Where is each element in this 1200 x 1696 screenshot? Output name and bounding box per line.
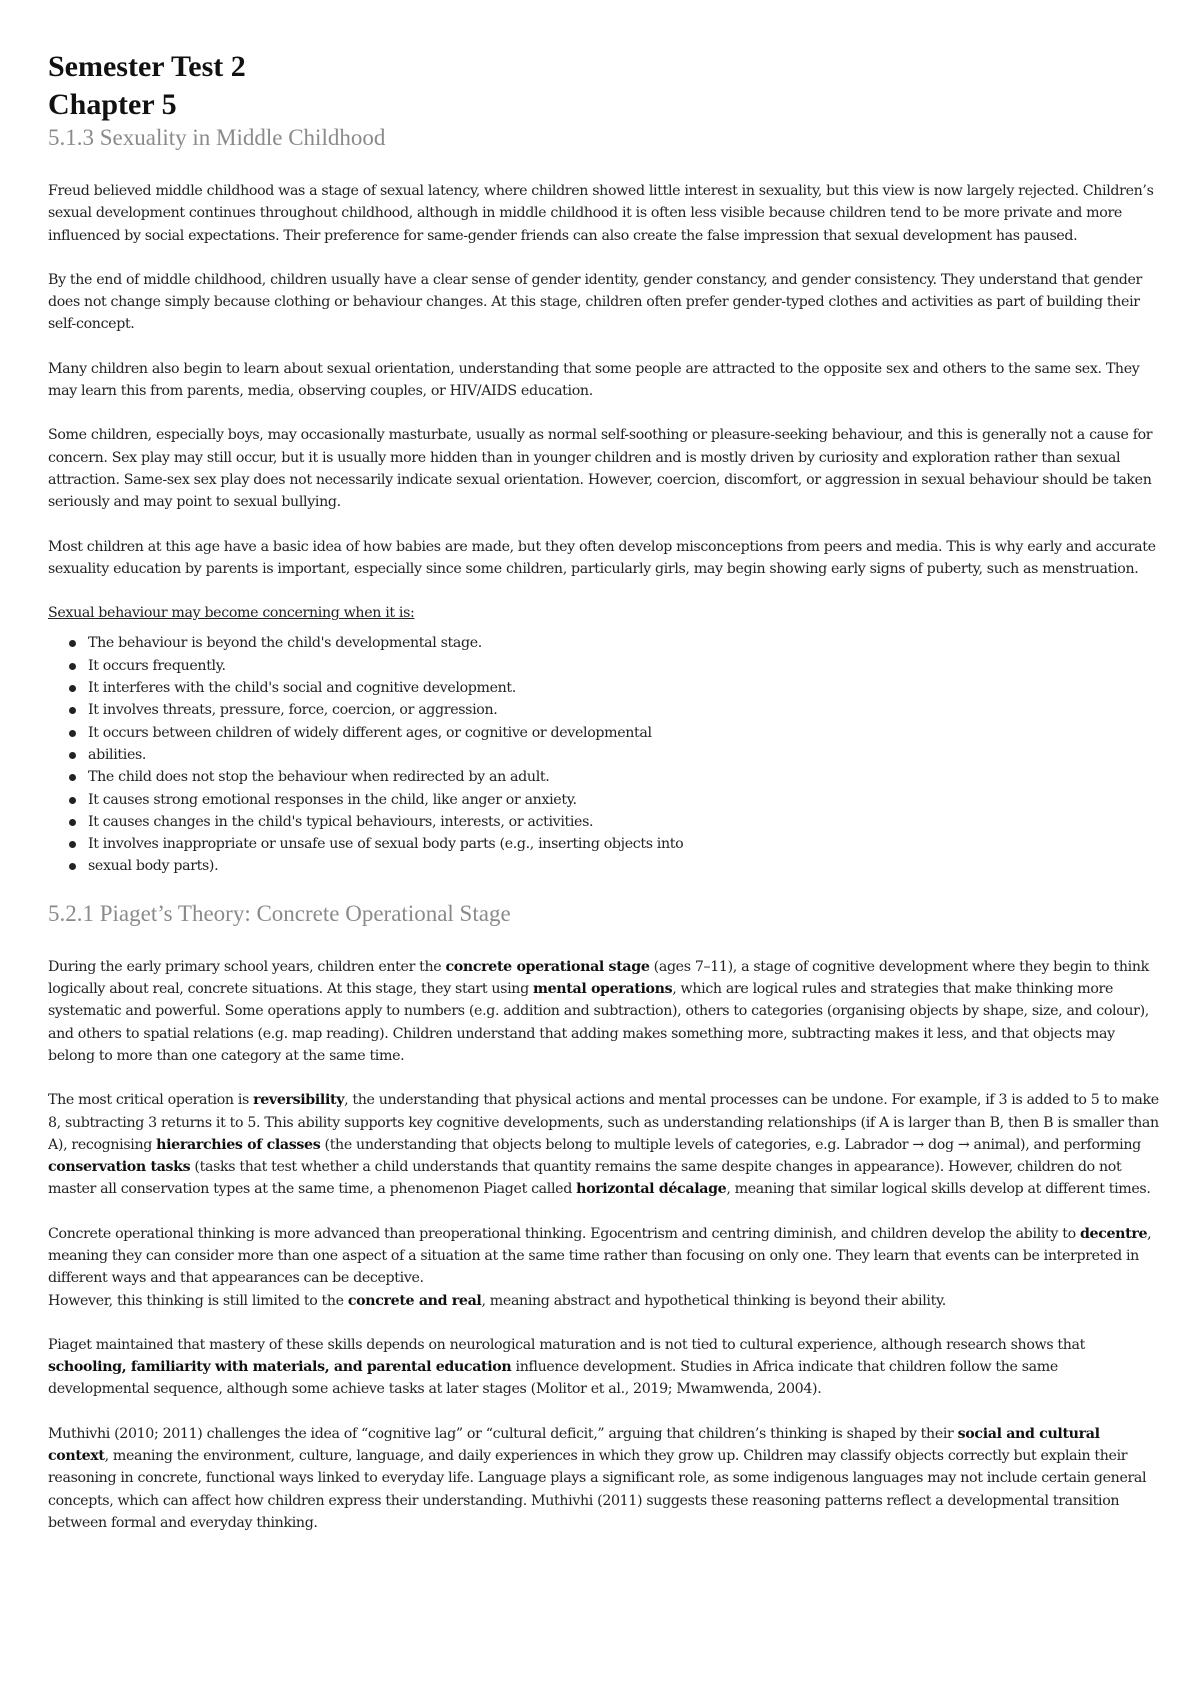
list-item-text: The behaviour is beyond the child's developmental stage. [88,635,482,652]
text-run: (tasks that test whether a child understands that quantity remains the same despite changes in appearance). However, children do not master all conservation types at the same time, a phenomenon Piaget called [48,1159,1122,1198]
paragraph [48,1089,1160,1200]
list-item [88,699,1160,721]
text-run: influence development. Studies in Africa indicate that children follow the same developmental sequence, although some achieve tasks at later stages (Molitor et al., 2019; Mwamwenda, 2004). [48,1359,1058,1398]
text-run: However, this thinking is still limited to the [48,1292,348,1309]
text-run: The most critical operation is [48,1092,254,1109]
paragraph [48,956,1160,1067]
section-heading-sexuality: 5.1.3 Sexuality in Middle Childhood [48,125,386,150]
text-run: , which are logical rules and strategies that make thinking more systematic and powerful. Some operations apply to numbers (e.g. addition and subtraction), others to categories (organising objects by shape, size, and colour), and others to spatial relations (e.g. map reading). Children understand that adding makes something more, subtracting makes it less, and that objects may belong to more than one category at the same time. [48,981,1149,1064]
bullet-icon [69,774,76,781]
list-item [88,632,1160,654]
list-item [88,855,1160,877]
concern-label: Sexual behaviour may become concerning when it is: [48,605,415,622]
bold-term: conservation tasks [48,1159,191,1176]
bullet-icon [69,707,76,714]
paragraph: Some children, especially boys, may occasionally masturbate, usually as normal self-soothing or pleasure-seeking behaviour, and this is generally not a cause for concern. Sex play may still occur, but it is usually more hidden than in younger children and is mostly driven by curiosity and exploration rather than sexual attraction. Same-sex sex play does not necessarily indicate sexual orientation. However, coercion, discomfort, or aggression in sexual behaviour should be taken seriously and may point to sexual bullying. [48,427,1153,511]
bold-term: decentre [1079,1225,1148,1242]
text-run: , meaning the environment, culture, language, and daily experiences in which they grow up. Children may classify objects correctly but explain their reasoning in concrete, functional ways linked to everyday life. Language plays a significant role, as some indigenous languages may not include certain general concepts, which can affect how children express their understanding. Muthivhi (2011) suggests these reasoning patterns reflect a developmental transition between formal and everyday thinking. [48,1448,1147,1531]
bold-term: schooling, familiarity with materials, and parental education [48,1359,512,1376]
list-item [88,789,1160,811]
paragraph: Most children at this age have a basic idea of how babies are made, but they often develop misconceptions from peers and media. This is why early and accurate sexuality education by parents is important, especially since some children, particularly girls, may begin showing early signs of puberty, such as menstruation. [48,538,1156,577]
bold-term: horizontal décalage [576,1181,727,1198]
bullet-icon [69,797,76,804]
title-line-1: Semester Test 2 [48,50,246,83]
title-line-2: Chapter 5 [48,88,177,121]
bullet-icon [69,752,76,759]
text-run: , meaning they can consider more than one aspect of a situation at the same time rather than focusing on only one. They learn that events can be interpreted in different ways and that appearances can be deceptive. [48,1225,1152,1287]
bullet-icon [69,685,76,692]
bold-term: concrete operational stage [445,958,650,975]
list-item-text: It involves threats, pressure, force, coercion, or aggression. [88,702,498,719]
list-item [88,811,1160,833]
list-item [88,766,1160,788]
section-heading-piaget: 5.2.1 Piaget’s Theory: Concrete Operational Stage [48,900,511,926]
list-item-text: abilities. [88,746,147,763]
list-item [88,677,1160,699]
text-run: Muthivhi (2010; 2011) challenges the idea of “cognitive lag” or “cultural deficit,” arguing that children’s thinking is shaped by their [48,1425,958,1442]
concern-list [48,632,1160,877]
list-item-text: It involves inappropriate or unsafe use of sexual body parts (e.g., inserting objects into [88,836,684,853]
document-page [48,48,1160,1534]
list-item [88,655,1160,677]
bullet-icon [69,663,76,670]
text-run: Concrete operational thinking is more advanced than preoperational thinking. Egocentrism and centring diminish, and children develop the ability to [48,1225,1080,1242]
paragraph [48,1334,1160,1401]
text-run: (ages 7–11), a stage of cognitive development where they begin to think logically about real, concrete situations. At this stage, they start using [48,958,1149,998]
paragraph: By the end of middle childhood, children usually have a clear sense of gender identity, gender constancy, and gender consistency. They understand that gender does not change simply because clothing or behaviour changes. At this stage, children often prefer gender-typed clothes and activities as part of building their self-concept. [48,271,1142,333]
paragraph: Freud believed middle childhood was a stage of sexual latency, where children showed little interest in sexuality, but this view is now largely rejected. Children’s sexual development continues throughout childhood, although in middle childhood it is often less visible because children tend to be more private and more influenced by social expectations. Their preference for same-gender friends can also create the false impression that sexual development has paused. [48,183,1154,244]
bold-term: social and cultural context [48,1425,1100,1465]
text-run: Piaget maintained that mastery of these skills depends on neurological maturation and is not tied to cultural experience, although research shows that [48,1336,1086,1353]
text-run: , meaning that similar logical skills develop at different times. [726,1181,1151,1198]
list-item-text: It occurs between children of widely different ages, or cognitive or developmental [88,724,652,741]
document-title [48,48,1160,124]
bullet-icon [69,841,76,848]
bold-term: mental operations [532,981,673,998]
text-run: (the understanding that objects belong to multiple levels of categories, e.g. Labrador → dog → animal), and performing [320,1136,1141,1153]
list-item-text: It interferes with the child's social and cognitive development. [88,680,516,697]
paragraph [48,1223,1160,1312]
list-item [88,833,1160,855]
bullet-icon [69,863,76,870]
list-item [88,744,1160,766]
bold-term: reversibility [253,1092,345,1109]
list-item-text: The child does not stop the behaviour when redirected by an adult. [88,769,550,786]
list-item [88,722,1160,744]
bullet-icon [69,640,76,647]
list-item-text: It occurs frequently. [88,657,226,674]
bullet-icon [69,819,76,826]
paragraph: Many children also begin to learn about sexual orientation, understanding that some people are attracted to the opposite sex and others to the same sex. They may learn this from parents, media, observing couples, or HIV/AIDS education. [48,360,1140,400]
list-item-text: It causes strong emotional responses in the child, like anger or anxiety. [88,791,577,808]
list-item-text: It causes changes in the child's typical behaviours, interests, or activities. [88,813,594,830]
text-run: During the early primary school years, children enter the [48,958,446,975]
bullet-icon [69,730,76,737]
text-run: , the understanding that physical actions and mental processes can be undone. For example, if 3 is added to 5 to make 8, subtracting 3 returns it to 5. This ability supports key cognitive developments, such as understanding relationships (if A is larger than B, then B is smaller than A), recognising [48,1092,1159,1153]
list-item-text: sexual body parts). [88,858,219,875]
bold-term: concrete and real [347,1292,482,1309]
bold-term: hierarchies of classes [156,1136,321,1153]
paragraph [48,1423,1160,1534]
text-run: , meaning abstract and hypothetical thinking is beyond their ability. [481,1292,946,1309]
